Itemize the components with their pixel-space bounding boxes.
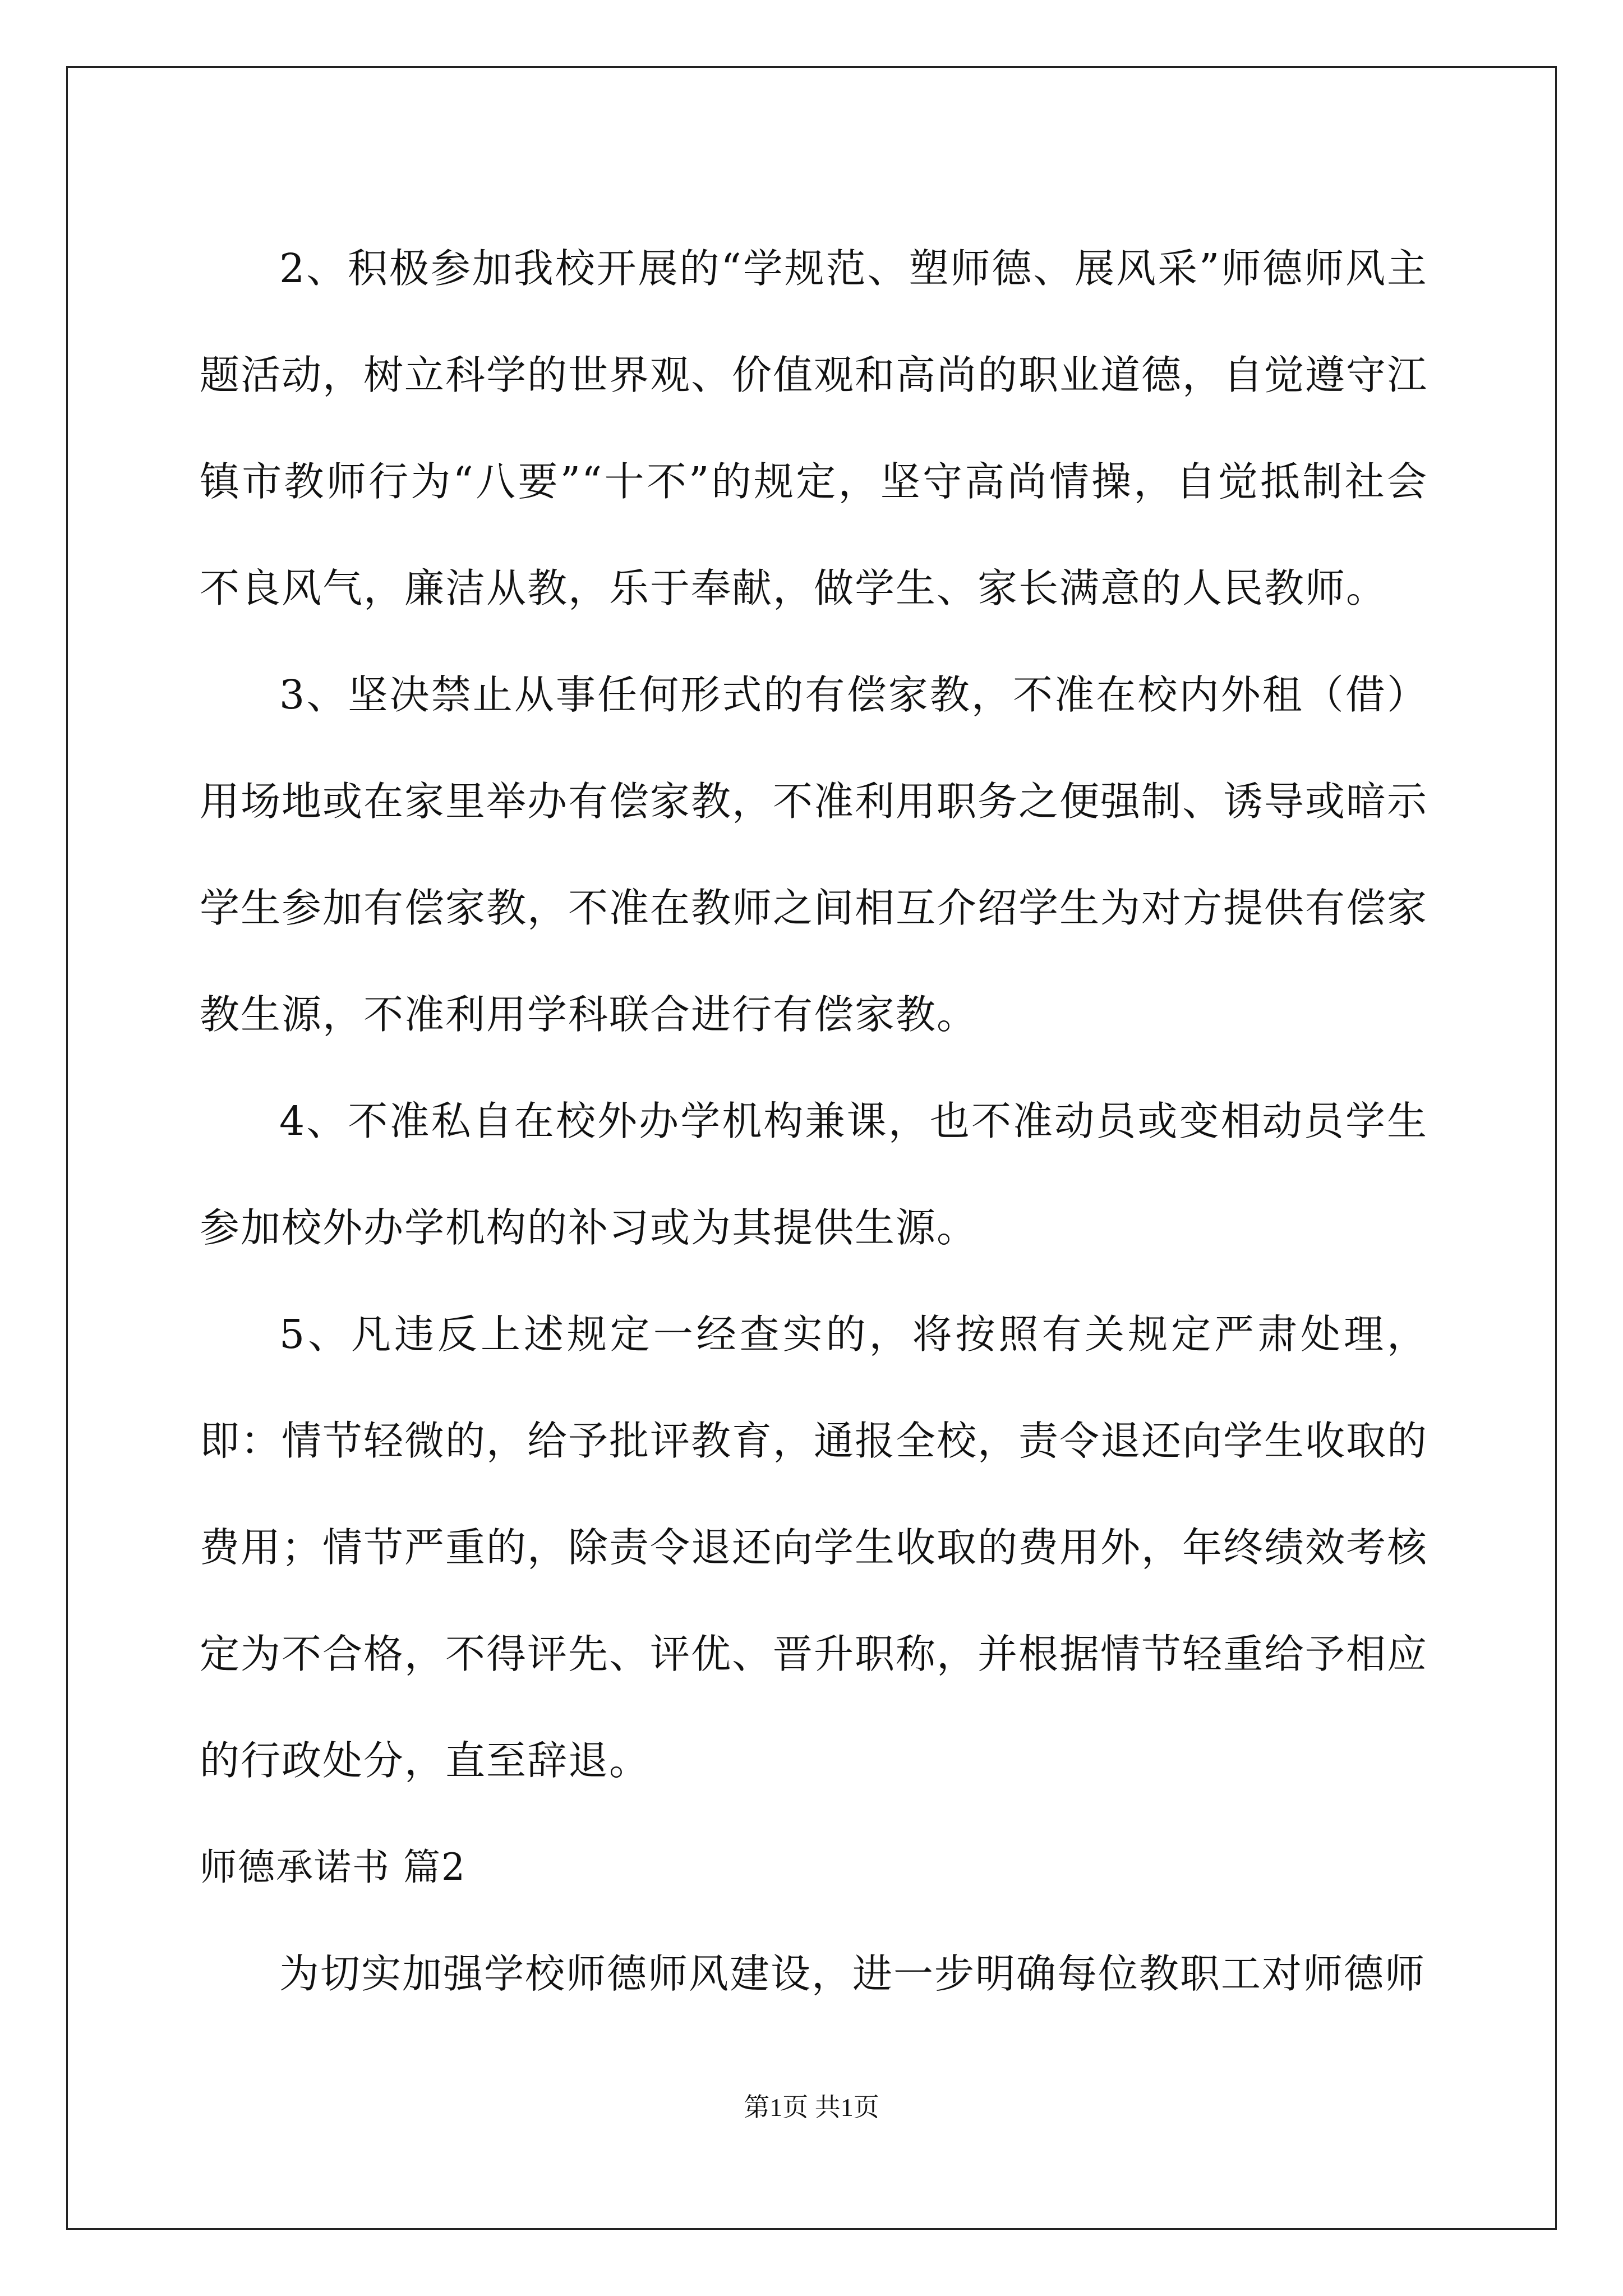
section-heading: 师德承诺书 篇2 bbox=[200, 1846, 466, 1889]
page-footer: 第1页 共1页 bbox=[744, 2093, 879, 2122]
paragraph-item-3: 3、坚决禁止从事任何形式的有偿家教，不准在校内外租（借）用场地或在家里举办有偿家教，不准利用职务之便强制、诱导或暗示学生参加有偿家教，不准在教师之间相互介绍学生为对方提供有偿家教生源，不准利用学科联合进行有偿家教。 bbox=[200, 671, 1428, 1038]
paragraph-item-4: 4、不准私自在校外办学机构兼课，也不准动员或变相动员学生参加校外办学机构的补习或为其提供生源。 bbox=[200, 1098, 1428, 1251]
paragraph-item-5: 5、凡违反上述规定一经查实的，将按照有关规定严肃处理，即：情节轻微的，给予批评教育，通报全校，责令退还向学生收取的费用；情节严重的，除责令退还向学生收取的费用外，年终绩效考核定为不合格，不得评先、评优、晋升职称，并根据情节轻重给予相应的行政处分，直至辞退。 bbox=[200, 1311, 1428, 1784]
closing-paragraph: 为切实加强学校师德师风建设，进一步明确每位教职工对师德师 bbox=[279, 1950, 1426, 1997]
document-body bbox=[200, 215, 1428, 2027]
paragraph-item-2: 2、积极参加我校开展的“学规范、塑师德、展风采”师德师风主题活动，树立科学的世界观、价值观和高尚的职业道德，自觉遵守江镇市教师行为“八要”“十不”的规定，坚守高尚情操，自觉抵制社会不良风气，廉洁从教，乐于奉献，做学生、家长满意的人民教师。 bbox=[200, 245, 1428, 611]
